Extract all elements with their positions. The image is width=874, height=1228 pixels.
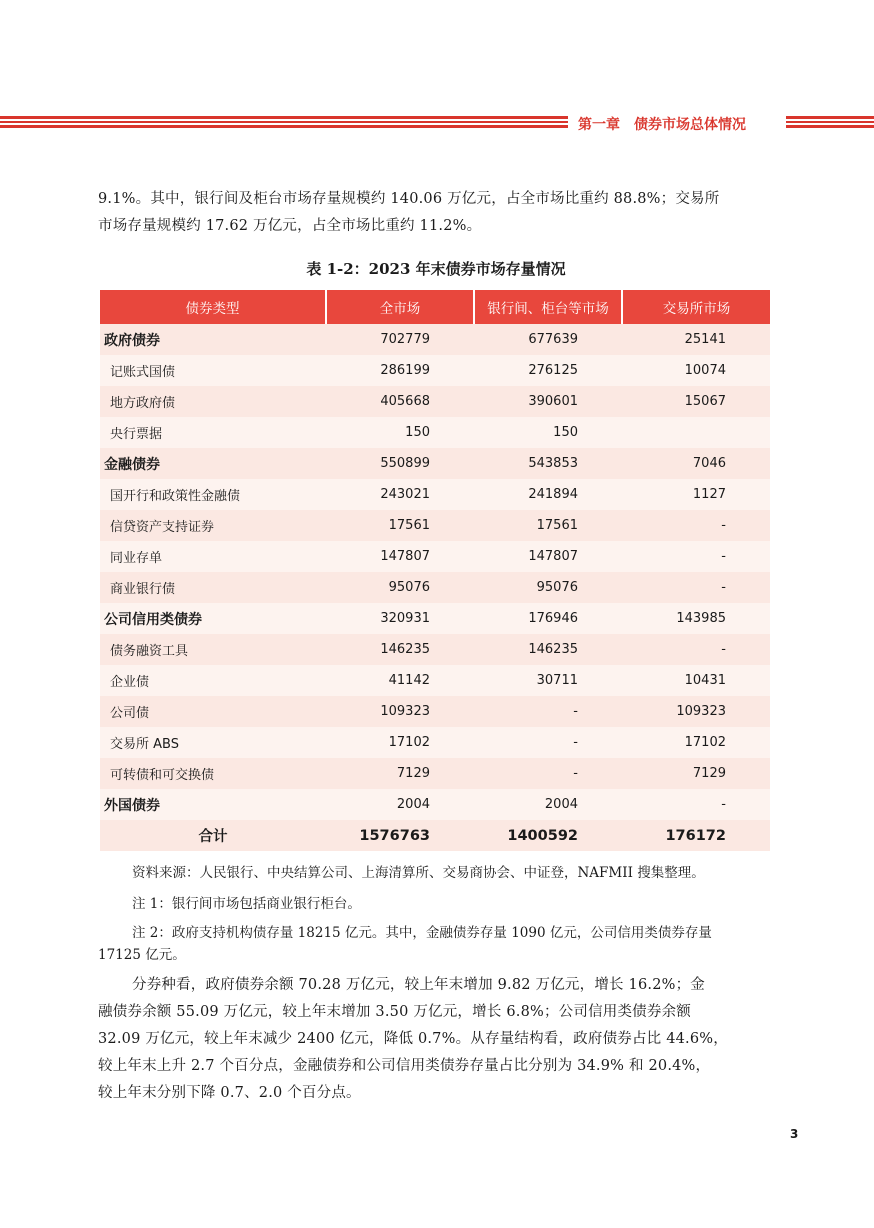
table-row <box>100 603 770 634</box>
cell-all-market: 41142 <box>326 665 474 696</box>
chapter-title: 第一章 债券市场总体情况 <box>578 117 746 133</box>
cell-all-market: 147807 <box>326 541 474 572</box>
cell-all-market: 550899 <box>326 448 474 479</box>
cell-interbank-market: - <box>474 758 622 789</box>
table-row <box>100 448 770 479</box>
note-1: 注 1：银行间市场包括商业银行柜台。 <box>132 896 361 912</box>
cell-exchange-market: - <box>622 789 770 820</box>
row-label: 可转债和可交换债 <box>100 758 326 789</box>
cell-interbank-market: 30711 <box>474 665 622 696</box>
cell-interbank-market: 147807 <box>474 541 622 572</box>
cell-all-market: 1576763 <box>326 820 474 851</box>
bond-stock-table <box>100 290 770 851</box>
row-label: 记账式国债 <box>100 355 326 386</box>
cell-exchange-market: 25141 <box>622 324 770 355</box>
row-label: 央行票据 <box>100 417 326 448</box>
cell-exchange-market: 109323 <box>622 696 770 727</box>
note-2-line-2: 17125 亿元。 <box>98 947 186 963</box>
cell-all-market: 702779 <box>326 324 474 355</box>
cell-interbank-market: 543853 <box>474 448 622 479</box>
header-all-market: 全市场 <box>326 290 474 324</box>
header-exchange-market: 交易所市场 <box>622 290 770 324</box>
analysis-line-2: 融债券余额 55.09 万亿元，较上年末增加 3.50 万亿元，增长 6.8%；公司信用类债券余额 <box>98 1004 691 1020</box>
row-label: 外国债券 <box>100 789 326 820</box>
cell-exchange-market: 17102 <box>622 727 770 758</box>
analysis-line-5: 较上年末分别下降 0.7、2.0 个百分点。 <box>98 1085 361 1101</box>
cell-interbank-market: - <box>474 727 622 758</box>
table-row <box>100 386 770 417</box>
row-label: 合计 <box>100 820 326 851</box>
cell-interbank-market: - <box>474 696 622 727</box>
header-bond-type: 债券类型 <box>100 290 326 324</box>
table-row <box>100 727 770 758</box>
cell-all-market: 146235 <box>326 634 474 665</box>
header-stripes-right <box>786 116 874 130</box>
cell-all-market: 2004 <box>326 789 474 820</box>
cell-all-market: 17561 <box>326 510 474 541</box>
cell-interbank-market: 677639 <box>474 324 622 355</box>
cell-exchange-market: - <box>622 510 770 541</box>
header-interbank-market: 银行间、柜台等市场 <box>474 290 622 324</box>
cell-interbank-market: 95076 <box>474 572 622 603</box>
table-body <box>100 324 770 851</box>
cell-exchange-market: 7046 <box>622 448 770 479</box>
cell-exchange-market: 10074 <box>622 355 770 386</box>
cell-all-market: 243021 <box>326 479 474 510</box>
intro-paragraph <box>98 186 774 240</box>
row-label: 地方政府债 <box>100 386 326 417</box>
cell-interbank-market: 150 <box>474 417 622 448</box>
cell-interbank-market: 17561 <box>474 510 622 541</box>
cell-exchange-market: 15067 <box>622 386 770 417</box>
cell-all-market: 109323 <box>326 696 474 727</box>
cell-interbank-market: 2004 <box>474 789 622 820</box>
cell-interbank-market: 276125 <box>474 355 622 386</box>
cell-all-market: 320931 <box>326 603 474 634</box>
row-label: 债务融资工具 <box>100 634 326 665</box>
table-row <box>100 510 770 541</box>
cell-exchange-market: 176172 <box>622 820 770 851</box>
header-stripes-left <box>0 116 568 130</box>
cell-exchange-market <box>622 417 770 448</box>
source-note: 资料来源：人民银行、中央结算公司、上海清算所、交易商协会、中证登，NAFMII 搜集整理。 <box>132 865 705 881</box>
table-row <box>100 479 770 510</box>
row-label: 政府债券 <box>100 324 326 355</box>
table-row <box>100 541 770 572</box>
cell-exchange-market: 1127 <box>622 479 770 510</box>
cell-exchange-market: 7129 <box>622 758 770 789</box>
cell-exchange-market: - <box>622 572 770 603</box>
table-row <box>100 417 770 448</box>
analysis-line-4: 较上年末上升 2.7 个百分点，金融债券和公司信用类债券存量占比分别为 34.9% 和 20.4%， <box>98 1058 711 1074</box>
analysis-paragraph <box>98 972 774 1107</box>
row-label: 交易所 ABS <box>100 727 326 758</box>
cell-all-market: 95076 <box>326 572 474 603</box>
cell-interbank-market: 241894 <box>474 479 622 510</box>
cell-interbank-market: 1400592 <box>474 820 622 851</box>
table-title: 表 1-2：2023 年末债券市场存量情况 <box>306 260 566 278</box>
cell-interbank-market: 176946 <box>474 603 622 634</box>
cell-all-market: 286199 <box>326 355 474 386</box>
table-row <box>100 696 770 727</box>
cell-interbank-market: 390601 <box>474 386 622 417</box>
cell-exchange-market: 143985 <box>622 603 770 634</box>
row-label: 金融债券 <box>100 448 326 479</box>
note-2-line-1: 注 2：政府支持机构债存量 18215 亿元。其中，金融债券存量 1090 亿元，公司信用类债券存量 <box>132 925 712 941</box>
cell-exchange-market: - <box>622 541 770 572</box>
table-row <box>100 665 770 696</box>
cell-exchange-market: 10431 <box>622 665 770 696</box>
table-header-row <box>100 290 770 324</box>
cell-all-market: 150 <box>326 417 474 448</box>
row-label: 企业债 <box>100 665 326 696</box>
analysis-line-3: 32.09 万亿元，较上年末减少 2400 亿元，降低 0.7%。从存量结构看，政府债券占比 44.6%， <box>98 1031 728 1047</box>
row-label: 国开行和政策性金融债 <box>100 479 326 510</box>
table-row <box>100 634 770 665</box>
cell-all-market: 17102 <box>326 727 474 758</box>
table-row <box>100 355 770 386</box>
cell-all-market: 405668 <box>326 386 474 417</box>
note-2 <box>98 922 774 966</box>
row-label: 同业存单 <box>100 541 326 572</box>
row-label: 公司信用类债券 <box>100 603 326 634</box>
cell-interbank-market: 146235 <box>474 634 622 665</box>
table-row <box>100 324 770 355</box>
cell-exchange-market: - <box>622 634 770 665</box>
intro-line-1: 9.1%。其中，银行间及柜台市场存量规模约 140.06 万亿元，占全市场比重约 88.8%；交易所 <box>98 191 720 207</box>
page-number: 3 <box>790 1127 799 1141</box>
table-row <box>100 572 770 603</box>
analysis-line-1: 分券种看，政府债券余额 70.28 万亿元，较上年末增加 9.82 万亿元，增长 16.2%；金 <box>132 977 706 993</box>
table-row <box>100 789 770 820</box>
cell-all-market: 7129 <box>326 758 474 789</box>
row-label: 商业银行债 <box>100 572 326 603</box>
row-label: 信贷资产支持证券 <box>100 510 326 541</box>
row-label: 公司债 <box>100 696 326 727</box>
table-row <box>100 758 770 789</box>
intro-line-2: 市场存量规模约 17.62 万亿元，占全市场比重约 11.2%。 <box>98 218 482 234</box>
table-total-row <box>100 820 770 851</box>
